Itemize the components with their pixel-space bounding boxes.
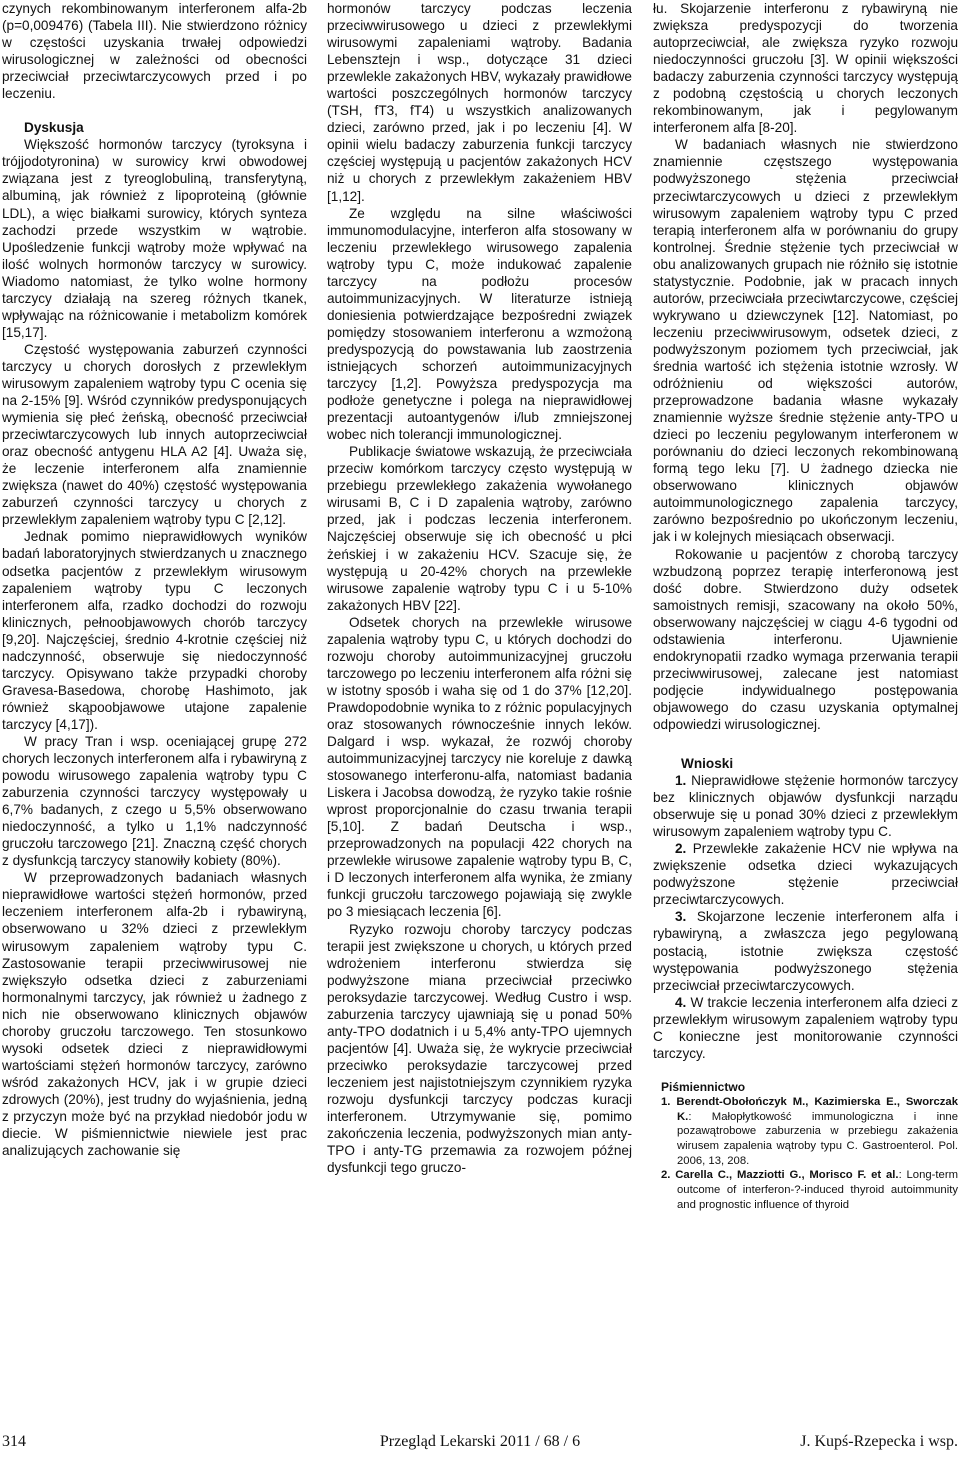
conclusion-number: 2. xyxy=(675,841,687,857)
reference-number: 2. xyxy=(661,1169,671,1182)
text-column-2 xyxy=(327,0,632,1176)
conclusion-item xyxy=(653,772,958,840)
paragraph: W pracy Tran i wsp. oceniającej grupę 272 chorych leczonych interferonem alfa i rybawiryną z powodu wirusowego zapalenia wątroby typu C zaburzenia czynności tarczycy występowały u 6,7% badanych, z czego u 5,5% obserwowano niedoczynność, a tylko u 1,1% nadczynność gruczołu tarczowego [21]. Znaczną część chorych z dysfunkcją tarczycy stanowiły kobiety (80%). xyxy=(2,733,307,869)
conclusion-text: W trakcie leczenia interferonem alfa dzieci z przewlekłym wirusowym zapaleniem wątroby typu C konieczne jest monitorowanie czynności tarczycy. xyxy=(653,994,959,1061)
conclusion-text: Skojarzone leczenie interferonem alfa i rybawiryną, a zwłaszcza jego pegylowaną postacią, istotnie zwiększa częstość występowania podwyższonego stężenia przeciwciał przeciwtarczycowych. xyxy=(653,909,958,993)
conclusion-text: Przewlekłe zakażenie HCV nie wpływa na zwiększenie odsetka dzieci wykazujących podwyższone stężenie przeciwciał przeciwtarczycowych. xyxy=(653,841,959,908)
reference-text: : Małopłytkowość immunologiczna i inne pozawątrobowe zaburzenia w przebiegu zakażenia wirusem zapalenia wątroby typu C. Gastroenterol. Pol. 2006, 13, 208. xyxy=(677,1110,958,1167)
footer-author: J. Kupś-Rzepecka i wsp. xyxy=(800,1433,958,1450)
references-list xyxy=(653,1095,958,1213)
reference-authors: Berendt-Obołończyk M., Kazimierska E., Sworczak K. xyxy=(676,1095,958,1123)
section-heading-wnioski: Wnioski xyxy=(681,756,734,772)
text-column-3 xyxy=(653,0,958,1212)
reference-item xyxy=(661,1168,958,1212)
paragraph: Ze względu na silne właściwości immunomodulacyjne, interferon alfa stosowany w leczeniu przewlekłego wirusowego zapalenia wątroby typu C, może indukować zapalenie tarczycy na podłożu procesów autoimmunizacyjnych. W literaturze istnieją doniesienia potwierdzające bezpośredni związek pomiędzy stosowaniem interferonu a wzmożoną predyspozycją do powstawania lub zaostrzenia istniejących schorzeń autoimmunizacyjnych tarczycy [1,2]. Powyższa predyspozycja ma podłoże genetyczne i polega na nieprawidłowej prezentacji autoantygenów i/lub zmniejszonej wobec nich tolerancji immunologicznej. xyxy=(327,205,632,443)
journal-name: Przegląd Lekarski 2011 / 68 / 6 xyxy=(379,1433,581,1450)
paragraph: hormonów tarczycy podczas leczenia przeciwwirusowego u dzieci z przewlekłymi wirusowymi zapaleniami wątroby. Badania Lebensztejn i wsp., dotyczące 31 dzieci przewlekle zakażonych HBV, wykazały prawidłowe wartości poszczególnych hormonów tarczycy (TSH, fT3, fT4) u wszystkich analizowanych dzieci, zarówno przed, jak i po leczeniu [4]. W opinii wielu badaczy zaburzenia funkcji tarczycy częściej występują u pacjentów zakażonych HCV niż u chorych z przewlekłym zakażeniem HBV [1,12]. xyxy=(327,1,632,204)
paragraph: W przeprowadzonych badaniach własnych nieprawidłowe wartości stężeń hormonów, przed leczeniem interferonem alfa-2b i rybawiryną, obserwowano u 32% dzieci z przewlekłym wirusowym zapaleniem wątroby typu C. Zastosowanie terapii przeciwwirusowej nie zwiększyło odsetka dzieci z zaburzeniami hormonalnymi tarczycy, jak również u żadnego z nich nie obserwowano klinicznych objawów choroby gruczołu tarczowego. Ten stosunkowo wysoki odsetek dzieci z nieprawidłowymi wartościami stężeń hormonów tarczycy, zarówno wśród zakażonych HCV, jak i w grupie dzieci zdrowych (20%), jest trudny do wyjaśnienia, jedną z przyczyn może być na przykład niedobór jodu w diecie. W piśmiennictwie niewiele jest prac analizujących zachowanie się xyxy=(2,870,307,1159)
paragraph: Rokowanie u pacjentów z chorobą tarczycy wzbudzoną poprzez terapię interferonową jest dość dobre. Stwierdzono duży odsetek samoistnych remisji, szacowany na około 50%, obserwowany najczęściej w ciągu 4-6 tygodni od odstawienia interferonu. Ujawnienie endokrynopatii rzadko wymaga przerwania terapii przeciwwirusowej, zalecane jest natomiast podjęcie indywidualnego postępowania objawowego do czasu uzyskania optymalnej odpowiedzi wirusologicznej. xyxy=(653,546,958,732)
conclusion-item xyxy=(653,908,958,993)
conclusion-item xyxy=(653,994,958,1062)
paragraph: W badaniach własnych nie stwierdzono znamiennie częstszego występowania podwyższonego stężenia przeciwciał przeciwtarczycowych u dzieci z przewlekłym wirusowym zapaleniem wątroby typu C przed terapią interferonem alfa w porównaniu do grupy kontrolnej. Średnie stężenie tych przeciwciał w obu analizowanych grupach nie różniło się istotnie statystycznie. Podobnie, jak w pracach innych autorów, przeciwciała przeciwtarczycowe, częściej wykrywano u dziewczynek [12]. Natomiast, po leczeniu przeciwwirusowym, odsetek dzieci, z podwyższonym poziomem tych przeciwciał, jak średnia wartość ich stężenia istotnie wzrosły. W odróżnieniu od większości autorów, przeprowadzone badania własne wykazały znamiennie wyższe średnie stężenie anty-TPO u dzieci po leczeniu pegylowanym interferonem w porównaniu do dzieci leczonych rekombinowaną formą tego leku [7]. U żadnego dziecka nie obserwowano klinicznych objawów autoimmunologicznego zapalenia tarczycy, zarówno bezpośrednio po ukończonym leczeniu, jak i w kolejnych miesiącach obserwacji. xyxy=(653,137,958,545)
references-heading: Piśmiennictwo xyxy=(661,1079,746,1094)
section-heading-dyskusja: Dyskusja xyxy=(24,120,84,136)
conclusion-number: 3. xyxy=(675,909,687,925)
page-number: 314 xyxy=(2,1433,26,1450)
paragraph: Częstość występowania zaburzeń czynności tarczycy u chorych dorosłych z przewlekłym wirusowym zapaleniem wątroby typu C ocenia się na 2-15% [9]. Wśród czynników predysponujących wymienia się płeć żeńską, obecność przeciwciał przeciwtarczycowych lub innych autoprzeciwciał oraz obecność antygenu HLA A2 [4]. Uważa się, że leczenie interferonem alfa znamiennie zwiększa (nawet do 40%) częstość występowania zaburzeń czynności tarczycy u chorych z przewlekłym zapaleniem wątroby typu C [2,12]. xyxy=(2,341,307,528)
reference-text: : Long-term outcome of interferon-?-induced thyroid autoimmunity and prognostic influence of thyroid xyxy=(677,1169,959,1211)
conclusion-item xyxy=(653,840,958,908)
text-column-1 xyxy=(2,0,307,1159)
conclusion-number: 1. xyxy=(675,773,687,789)
paragraph: Jednak pomimo nieprawidłowych wyników badań laboratoryjnych stwierdzanych u znacznego odsetka pacjentów z przewlekłym wirusowym zapaleniem wątroby typu C leczonych interferonem alfa, rzadko dochodzi do rozwoju klinicznych, pełnoobjawowych chorób tarczycy [9,20]. Najczęściej, średnio 4-krotnie częściej niż nadczynność, obserwuje się niedoczynność tarczycy. Opisywano także przypadki choroby Gravesa-Basedowa, chorobę Hashimoto, jak również skąpoobjawowe utajone zapalenie tarczycy [4,17]). xyxy=(2,529,307,732)
reference-number: 1. xyxy=(661,1095,671,1108)
paragraph: Odsetek chorych na przewlekłe wirusowe zapalenia wątroby typu C, u których dochodzi do rozwoju choroby autoimmunizacyjnej gruczołu tarczowego po leczeniu interferonem alfa różni się w istotny sposób i waha się od 1 do 37% [12,20]. Prawdopodobnie wynika to z różnic populacyjnych oraz stosowanych równocześnie innych leków. Dalgard i wsp. wykazał, że rozwój choroby autoimmunizacyjnej tarczycy nie koreluje z dawką stosowanego interferonu-alfa, natomiast badania Liskera i Jacobsa dowodzą, że ryzyko takie rośnie wprost proporcjonalnie do czasu trwania terapii [5,10]. Z badań Deutscha i wsp., przeprowadzonych na populacji 422 chorych na przewlekłe wirusowe zapalenie wątroby typu B, C, i D leczonych interferonem alfa wynika, że zmiany funkcji gruczołu tarczowego pojawiają się zwykle po 3 miesiącach leczenia [6]. xyxy=(327,614,632,920)
conclusion-text: Nieprawidłowe stężenie hormonów tarczycy bez klinicznych objawów dysfunkcji narządu obserwuje się u ponad 30% dzieci z przewlekłym wirusowym zapaleniem wątroby typu C. xyxy=(653,773,958,840)
reference-item xyxy=(661,1095,958,1169)
paragraph: Publikacje światowe wskazują, że przeciwciała przeciw komórkom tarczycy często występują w przebiegu przewlekłego zakażenia wywołanego wirusami B, C i D zapalenia wątroby, zarówno przed, jak i podczas leczenia interferonem. Najczęściej obserwuje się ich obecność u płci żeńskiej i w zakażeniu HCV. Szacuje się, że występują u 20-42% chorych na przewlekłe wirusowe zapalenie wątroby typu C i u 5-10% zakażonych HBV [22]. xyxy=(327,444,632,613)
paragraph: Ryzyko rozwoju choroby tarczycy podczas terapii jest zwiększone u chorych, u których przed wdrożeniem interferonu stwierdza się podwyższone miana przeciwciał przeciwko peroksydazie tarczycowej. Według Custro i wsp. zaburzenia tarczycy ujawniają się u ponad 50% anty-TPO dodatnich i u 5,4% anty-TPO ujemnych pacjentów [4]. Uważa się, że wykrycie przeciwciał przeciwko peroksydazie tarczycowej przed leczeniem jest najistotniejszym czynnikiem ryzyka rozwoju dysfunkcji tarczycy podczas kuracji interferonem. Utrzymywanie się, pomimo zakończenia leczenia, podwyższonych mian anty-TPO i anty-TG przemawia za rozwojem późnej dysfunkcji tego gruczo- xyxy=(327,921,632,1176)
paragraph: Większość hormonów tarczycy (tyroksyna i trójjodotyronina) w surowicy krwi obwodowej związana jest z tyreoglobuliną, transferytyną, albuminą, jak również z lipoproteiną (głównie LDL), a więc białkami surowicy, których synteza zachodzi przede wszystkim w wątrobie. Upośledzenie funkcji wątroby może wpływać na ilość wolnych hormonów tarczycy w surowicy. Wiadomo natomiast, że tylko wolne hormony tarczycy działają na szereg różnych tkanek, wpływając na różnicowanie i metabolizm komórek [15,17]. xyxy=(2,137,307,340)
page-footer xyxy=(0,1433,960,1455)
reference-authors: Carella C., Mazziotti G., Morisco F. et al. xyxy=(675,1169,899,1182)
paragraph: łu. Skojarzenie interferonu z rybawiryną nie zwiększa predyspozycji do tworzenia autoprzeciwciał, ale zwiększa ryzyko rozwoju niedoczynności gruczołu [3]. W opinii większości badaczy zaburzenia czynności tarczycy występują z podobną częstością u chorych leczonych rekombinowanym, jak i pegylowanym interferonem alfa [8-20]. xyxy=(653,1,958,136)
paragraph: czynych rekombinowanym interferonem alfa-2b (p=0,009476) (Tabela III). Nie stwierdzono różnicy w częstości uzyskania trwałej odpowiedzi wirusologicznej w zależności od obecności przeciwciał przeciwtarczycowych przed i po leczeniu. xyxy=(2,1,307,102)
conclusion-number: 4. xyxy=(675,994,687,1010)
